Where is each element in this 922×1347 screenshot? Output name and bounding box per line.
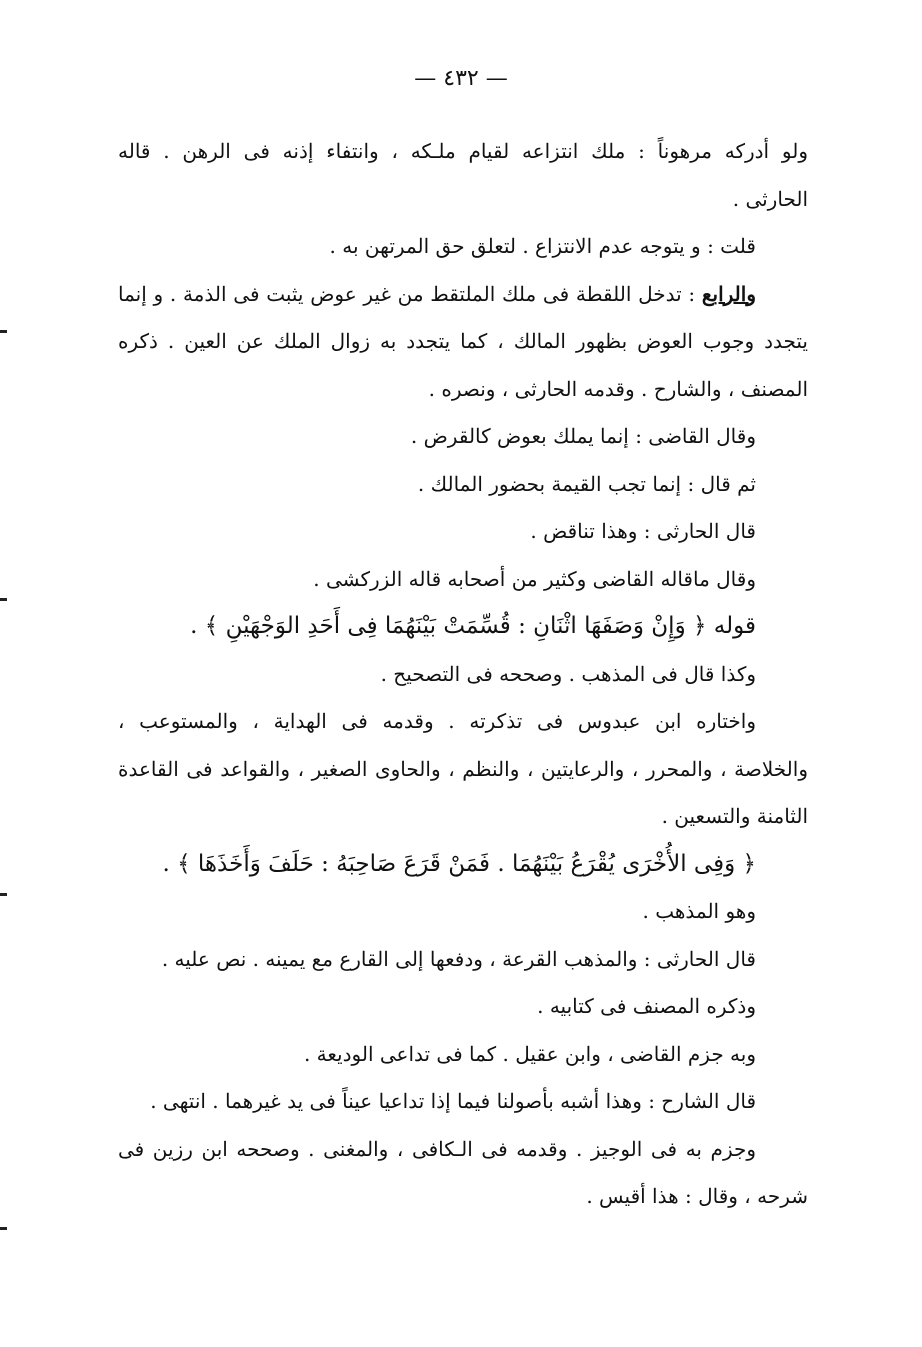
text-line: المصنف ، والشارح . وقدمه الحارثى ، ونصره . <box>428 376 808 401</box>
text-line: يتجدد وجوب العوض بظهور المالك ، كما يتجدد به زوال الملك عن العين . ذكره <box>118 329 808 353</box>
text-line: وهو المذهب . <box>642 899 756 923</box>
quoted-text-line: ﴿ وَفِى الأُخْرَى يُقْرَعُ بَيْنَهُمَا . فَمَنْ قَرَعَ صَاحِبَهُ : حَلَفَ وَأَخَذَهَا ﴾ . <box>162 850 756 877</box>
text-line: ثم قال : إنما تجب القيمة بحضور المالك . <box>417 471 756 496</box>
text-line <box>118 271 808 319</box>
text-line: ولو أدركه مرهوناً : ملك انتزاعه لقيام ملـكه ، وانتفاء إذنه فى الرهن . قاله <box>118 139 808 163</box>
scan-edge-mark <box>0 1227 7 1230</box>
text-line: والخلاصة ، والمحرر ، والرعايتين ، والنظم ، والحاوى الصغير ، والقواعد فى القاعدة <box>118 756 808 781</box>
quoted-text-line: قوله ﴿ وَإِنْ وَصَفَهَا اثْنَانِ : قُسِّمَتْ بَيْنَهُمَا فِى أَحَدِ الوَجْهَيْنِ ﴾ . <box>190 613 756 639</box>
section-lead-word: والرابع <box>701 281 756 306</box>
text-line: وذكره المصنف فى كتابيه . <box>537 994 756 1018</box>
text-line: قال الحارثى : وهذا تناقض . <box>530 519 756 543</box>
text-line: وكذا قال فى المذهب . وصححه فى التصحيح . <box>380 661 756 686</box>
scan-edge-mark <box>0 598 7 601</box>
text-line-rest: : تدخل اللقطة فى ملك الملتقط من غير عوض يثبت فى الذمة . و إنما <box>118 281 702 306</box>
body-text <box>118 128 808 1221</box>
text-line: وقال القاضى : إنما يملك بعوض كالقرض . <box>410 424 756 448</box>
scan-edge-mark <box>0 893 7 896</box>
text-line: وبه جزم القاضى ، وابن عقيل . كما فى تداعى الوديعة . <box>303 1041 756 1066</box>
scan-edge-mark <box>0 330 7 333</box>
page-number: — ٤٣٢ — <box>414 66 508 91</box>
text-line: الحارثى . <box>732 186 808 211</box>
text-line: شرحه ، وقال : هذا أقيس . <box>586 1184 808 1208</box>
text-line: واختاره ابن عبدوس فى تذكرته . وقدمه فى الهداية ، والمستوعب ، <box>118 709 756 733</box>
text-line: قلت : و يتوجه عدم الانتزاع . لتعلق حق المرتهن به . <box>329 234 756 258</box>
text-line: قال الشارح : وهذا أشبه بأصولنا فيما إذا تداعيا عيناً فى يد غيرهما . انتهى . <box>150 1089 756 1113</box>
text-line: وجزم به فى الوجيز . وقدمه فى الـكافى ، والمغنى . وصححه ابن رزين فى <box>118 1136 756 1161</box>
text-line: الثامنة والتسعين . <box>661 804 808 828</box>
text-line: وقال ماقاله القاضى وكثير من أصحابه قاله الزركشى . <box>313 566 756 591</box>
text-line: قال الحارثى : والمذهب القرعة ، ودفعها إلى القارع مع يمينه . نص عليه . <box>161 946 756 971</box>
